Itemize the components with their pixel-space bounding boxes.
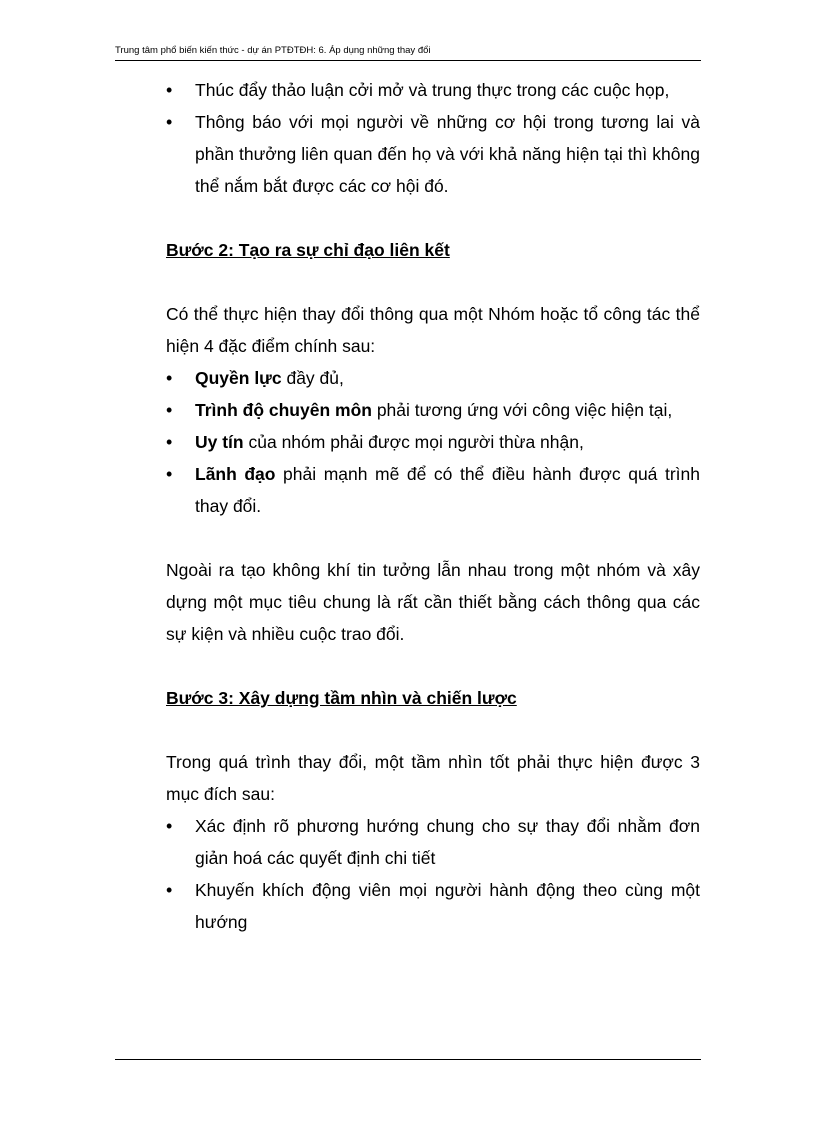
list-item: • Thúc đẩy thảo luận cởi mở và trung thực trong các cuộc họp, [166, 74, 700, 106]
step3-intro: Trong quá trình thay đổi, một tầm nhìn tốt phải thực hiện được 3 mục đích sau: [166, 752, 700, 804]
item-text: phải tương ứng với công việc hiện tại, [371, 400, 673, 420]
list-item [166, 394, 700, 426]
list-item: • Khuyến khích động viên mọi người hành động theo cùng một hướng [166, 874, 700, 938]
list-item: • Xác định rõ phương hướng chung cho sự thay đổi nhằm đơn giản hoá các quyết định chi tiết [166, 810, 700, 874]
bullet-list-top [166, 74, 700, 202]
list-item [166, 458, 700, 522]
item-text: của nhóm phải được mọi người thừa nhận, [243, 432, 584, 452]
page-header: Trung tâm phổ biến kiến thức - dự án PTĐTĐH: 6. Áp dụng những thay đổi [115, 44, 701, 61]
bullet-list-step3 [166, 810, 700, 938]
list-item: • Thông báo với mọi người về những cơ hội trong tương lai và phần thưởng liên quan đến họ và với khả năng hiện tại thì không thể nắm bắt được các cơ hội đó. [166, 106, 700, 202]
step2-intro: Có thể thực hiện thay đổi thông qua một Nhóm hoặc tổ công tác thể hiện 4 đặc điểm chính sau: [166, 304, 700, 356]
section-heading-step3: Bước 3: Xây dựng tầm nhìn và chiến lược [166, 688, 517, 708]
item-text: đầy đủ, [281, 368, 344, 388]
section-heading-step2: Bước 2: Tạo ra sự chỉ đạo liên kết [166, 240, 450, 260]
footer-divider [115, 1059, 701, 1060]
item-bold: Lãnh đạo [195, 464, 276, 484]
item-bold: Trình độ chuyên môn [195, 400, 372, 420]
document-body [166, 74, 700, 938]
item-bold: Uy tín [195, 432, 244, 452]
bullet-list-step2 [166, 362, 700, 522]
list-item [166, 362, 700, 394]
item-bold: Quyền lực [195, 368, 282, 388]
item-text: phải mạnh mẽ để có thể điều hành được quá trình thay đổi. [195, 464, 700, 516]
list-item [166, 426, 700, 458]
step2-outro: Ngoài ra tạo không khí tin tưởng lẫn nhau trong một nhóm và xây dựng một mục tiêu chung là rất cần thiết bằng cách thông qua các sự kiện và nhiều cuộc trao đổi. [166, 560, 700, 644]
